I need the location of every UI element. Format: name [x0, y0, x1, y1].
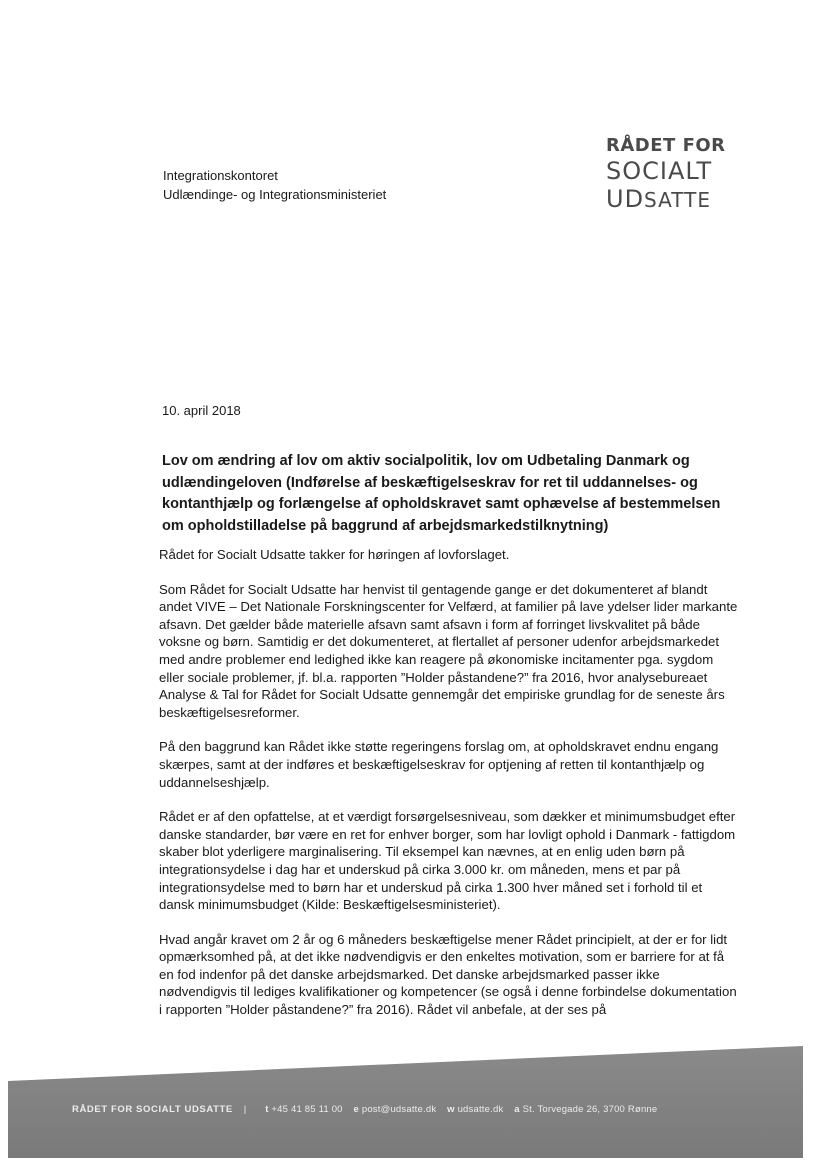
letter-date: 10. april 2018: [162, 403, 241, 418]
footer-phone-key: t: [265, 1104, 269, 1115]
paragraph-1: Rådet for Socialt Udsatte takker for høringen af lovforslaget.: [159, 547, 510, 562]
logo-line-3: [606, 185, 726, 214]
paragraph-2: Som Rådet for Socialt Udsatte har henvist til gentagende gange er det dokumenteret af blandt andet VIVE – Det Nationale Forskningscenter for Velfærd, at familier på lave ydelser lider markante afsavn. Det gælder både materielle afsavn samt afsavn i form af forringet livskvalitet på både voksne og børn. Samtidig er det dokumenteret, at flertallet af personer udenfor arbejdsmarkedet med andre problemer end ledighed ikke kan reagere på økonomiske incitamenter pga. sygdom eller sociale problemer, jf. bl.a. rapporten ”Holder påstandene?” fra 2016, hvor analysebureaet Analyse & Tal for Rådet for Socialt Udsatte gennemgår det empiriske grundlag for de seneste års beskæftigelsesreformer.: [159, 581, 738, 720]
logo-line-3-ud: UD: [606, 185, 645, 213]
footer-email: post@udsatte.dk: [361, 1104, 437, 1115]
footer-email-key: e: [353, 1104, 359, 1115]
footer-divider: |: [243, 1104, 247, 1115]
paragraph-4: Rådet er af den opfattelse, at et værdigt forsørgelsesniveau, som dækker et minimumsbudget efter danske standarder, bør være en ret for enhver borger, som har lovligt ophold i Danmark - fattigdom skaber blot yderligere marginalisering. Til eksempel kan nævnes, at en enlig uden børn på integrationsydelse i dag har et underskud på cirka 3.000 kr. om måneden, mens et par på integrationsydelse med to børn har et underskud på cirka 1.300 hver måned set i forhold til et dansk minimumsbudget (Kilde: Beskæftigelsesministeriet).: [159, 809, 736, 913]
recipient-address: [163, 166, 386, 204]
footer-org-name: RÅDET FOR SOCIALT UDSATTE: [72, 1104, 233, 1115]
organization-logo: [606, 135, 726, 214]
footer-web-key: w: [447, 1104, 455, 1115]
footer-phone: +45 41 85 11 00: [271, 1104, 343, 1115]
footer-address-key: a: [514, 1104, 520, 1115]
letter-body: [159, 546, 739, 1036]
recipient-line-2: Udlændinge- og Integrationsministeriet: [163, 187, 387, 202]
footer-contact-line: [72, 1104, 657, 1115]
footer-band: [8, 1046, 803, 1158]
recipient-line-1: Integrationskontoret: [163, 168, 278, 183]
letter-subject-title: Lov om ændring af lov om aktiv socialpolitik, lov om Udbetaling Danmark og udlændingeloven (Indførelse af beskæftigelseskrav for ret til uddannelses- og kontanthjælp og forlængelse af opholdskravet samt ophævelse af bestemmelsen om opholdstilladelse på baggrund af arbejdsmarkedstilknytning): [162, 453, 721, 534]
logo-line-2: SOCIALT: [606, 157, 713, 185]
footer-address: St. Torvegade 26, 3700 Rønne: [522, 1104, 658, 1115]
footer-web: udsatte.dk: [457, 1104, 504, 1115]
paragraph-5: Hvad angår kravet om 2 år og 6 måneders beskæftigelse mener Rådet principielt, at der er for lidt opmærksomhed på, at det ikke nødvendigvis er den enkeltes motivation, som er barriere for at få en fod indenfor på det danske arbejdsmarked. Det danske arbejdsmarked passer ikke nødvendigvis til lediges kvalifikationer og kompetencer (se også i denne forbindelse dokumentation i rapporten ”Holder påstandene?” fra 2016). Rådet vil anbefale, at der ses på: [159, 931, 737, 1018]
paragraph-3: På den baggrund kan Rådet ikke støtte regeringens forslag om, at opholdskravet endnu engang skærpes, samt at der indføres et beskæftigelseskrav for optjening af retten til kontanthjælp og uddannelseshjælp.: [159, 739, 719, 790]
logo-line-1: RÅDET FOR: [606, 135, 726, 156]
logo-line-3-satte: SATTE: [644, 188, 711, 212]
